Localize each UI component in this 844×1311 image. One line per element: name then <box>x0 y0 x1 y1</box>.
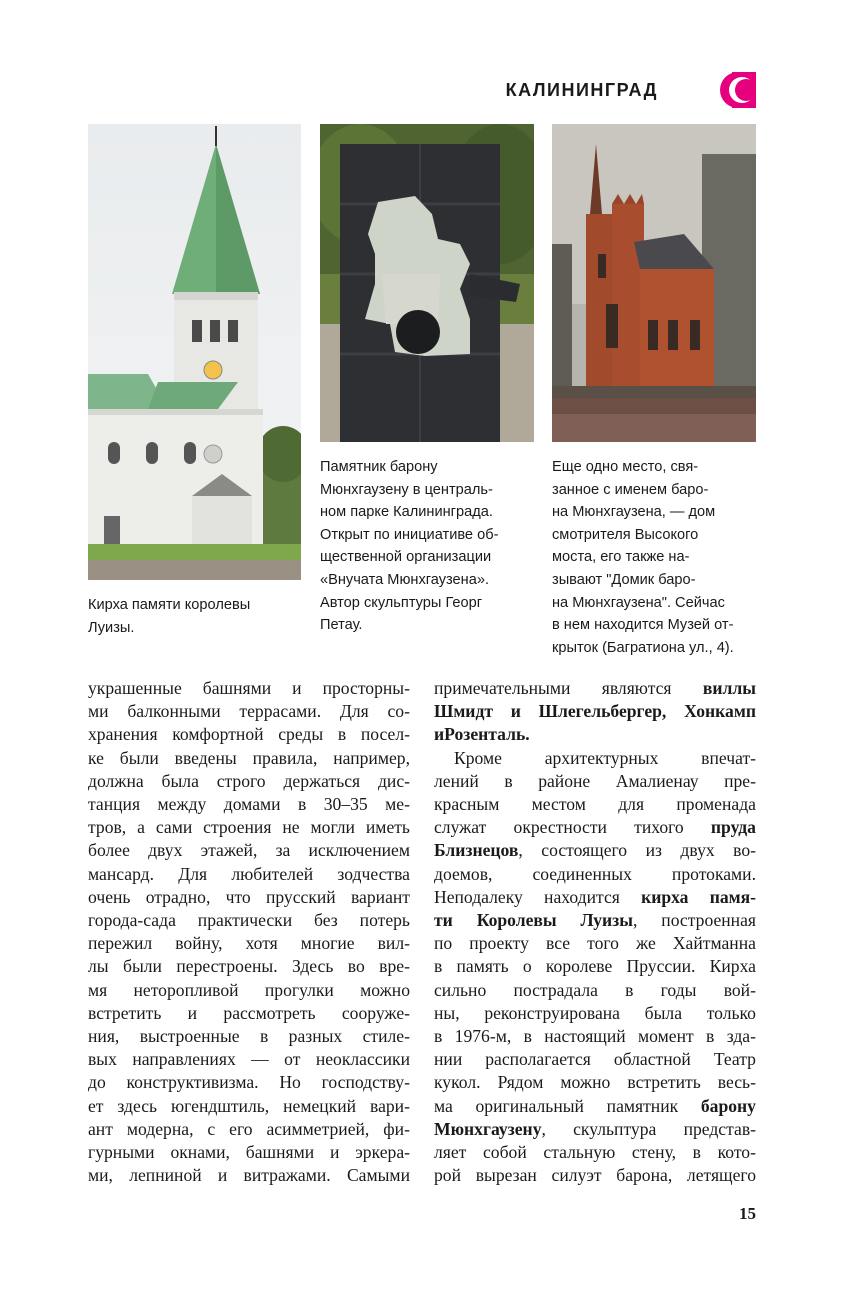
word: в <box>434 956 443 977</box>
word: просторны- <box>322 678 410 698</box>
word: Хонкамп <box>684 701 756 722</box>
caption-line: «Внучата Мюнхгаузена». <box>320 571 489 588</box>
word: рой <box>434 1165 462 1186</box>
caption-line: на Мюнхгаузена". Сейчас <box>552 594 725 611</box>
word: красным <box>434 794 500 815</box>
word: и <box>510 701 521 722</box>
word: памя- <box>709 886 756 907</box>
word: встретить <box>88 1002 162 1023</box>
word: комфортной <box>172 724 264 745</box>
text-line <box>88 1071 410 1094</box>
text-line <box>88 1025 410 1048</box>
word: во- <box>733 840 756 861</box>
text-line <box>434 700 756 723</box>
word: ант <box>88 1118 113 1139</box>
text-line <box>88 1048 410 1071</box>
word: многие <box>300 933 355 954</box>
text-line <box>88 1141 410 1164</box>
word: Мюнхгаузену <box>434 1118 542 1139</box>
word: летящего <box>686 1165 756 1186</box>
word: доемов, <box>434 863 493 884</box>
word: хотя <box>245 933 278 954</box>
word: барону <box>700 1095 756 1116</box>
word: тров, <box>88 817 127 838</box>
word: в <box>625 979 634 1000</box>
photo-bridge-keeper-house <box>552 124 756 442</box>
word: соединенных <box>532 863 632 884</box>
section-title: КАЛИНИНГРАД <box>505 80 658 100</box>
word: Неподалеку <box>434 886 523 907</box>
word: стену, <box>631 1142 677 1163</box>
word: практически <box>197 910 293 931</box>
caption-line: Луизы. <box>88 619 135 636</box>
caption-house <box>552 456 734 659</box>
word: в <box>706 1026 715 1047</box>
word: югендштиль, <box>171 1095 270 1116</box>
text-line <box>88 955 410 978</box>
text-line <box>434 886 756 909</box>
photo-munchausen-monument <box>320 124 534 442</box>
word: собой <box>483 1142 527 1163</box>
word: была <box>161 770 199 791</box>
word: о <box>522 956 532 977</box>
word: асимметрией, <box>266 1118 370 1139</box>
word: располагается <box>485 1049 591 1070</box>
word: домами <box>223 794 281 815</box>
body-text-left-column <box>88 677 410 1187</box>
word: и <box>434 724 445 745</box>
page-number: 15 <box>739 1204 756 1223</box>
word: вари- <box>370 1095 410 1116</box>
word: города-сада <box>88 910 176 931</box>
word: террасами. <box>239 701 322 722</box>
word: областной <box>613 1049 691 1070</box>
word: мансард. <box>88 863 154 884</box>
word: сами <box>155 817 193 838</box>
word: мя <box>88 979 108 1000</box>
caption-line: Открыт по инициативе об- <box>320 526 499 543</box>
word: Луизы, <box>580 910 638 931</box>
word: ма <box>434 1095 453 1116</box>
text-line <box>434 839 756 862</box>
caption-line: крыток (Багратиона ул., 4). <box>552 639 734 656</box>
word: строго <box>216 770 266 791</box>
word: окнами, <box>170 1142 230 1163</box>
word: иметь <box>365 817 410 838</box>
word: 30–35 <box>323 794 368 815</box>
word: держаться <box>283 770 361 791</box>
word: лений <box>434 770 479 791</box>
word: прусский <box>265 886 336 907</box>
word: неоклассики <box>315 1049 410 1070</box>
word: очень <box>88 886 131 907</box>
text-line <box>434 932 756 955</box>
word: перестроены. <box>176 956 278 977</box>
word: только <box>706 1002 756 1023</box>
word: вре- <box>379 956 410 977</box>
word: служат <box>434 817 487 838</box>
word: в <box>434 1026 443 1047</box>
word: районе <box>538 770 591 791</box>
word: находится <box>544 886 620 907</box>
word: конструктивизма. <box>126 1072 259 1093</box>
word: введены <box>174 747 237 768</box>
word: а <box>137 817 145 838</box>
word: и <box>187 1002 198 1023</box>
word: виллы <box>702 678 756 698</box>
word: хранения <box>88 724 158 745</box>
word: скульптура <box>573 1118 657 1139</box>
word: можно <box>360 979 410 1000</box>
word: сооруже- <box>341 1002 410 1023</box>
word: Королевы <box>476 910 557 931</box>
word: что <box>225 886 251 907</box>
word: вырезан <box>475 1165 537 1186</box>
word: двух <box>148 840 183 861</box>
text-line <box>434 1048 756 1071</box>
word: Здесь <box>291 956 334 977</box>
word: окрестности <box>513 817 607 838</box>
word: балконными <box>127 701 221 722</box>
word: Мюнхгаузену, <box>434 1118 546 1139</box>
text-line <box>88 816 410 839</box>
text-line <box>434 677 756 700</box>
word: стиле- <box>362 1026 410 1047</box>
text-line <box>88 723 410 746</box>
text-line <box>434 816 756 839</box>
word: оригинальный <box>475 1095 584 1116</box>
caption-line: смотрителя Высокого <box>552 526 699 543</box>
word: более <box>88 840 130 861</box>
word: настоящий <box>544 1026 626 1047</box>
word: должна <box>88 770 144 791</box>
caption-monument <box>320 456 498 637</box>
word: двух <box>680 840 715 861</box>
text-line <box>434 955 756 978</box>
text-line <box>434 979 756 1002</box>
word: ляет <box>434 1142 467 1163</box>
word: лепниной <box>129 1165 202 1186</box>
word: танция <box>88 794 141 815</box>
text-line <box>434 909 756 932</box>
text-line <box>88 1095 410 1118</box>
word: годы <box>660 979 697 1000</box>
word: витражами. <box>243 1165 331 1186</box>
text-line <box>88 979 410 1002</box>
text-line <box>434 863 756 886</box>
text-line <box>434 747 756 770</box>
word: можно <box>560 1072 611 1093</box>
word: променада <box>676 794 756 815</box>
word: ми <box>88 701 109 722</box>
text-line <box>88 793 410 816</box>
word: ния, <box>88 1026 120 1047</box>
word: реконструирована <box>484 1002 620 1023</box>
word: того <box>587 933 619 954</box>
text-line <box>88 932 410 955</box>
word: для <box>618 794 645 815</box>
word: например, <box>333 747 410 768</box>
word: здесь <box>117 1095 158 1116</box>
word: между <box>157 794 207 815</box>
text-line <box>88 770 410 793</box>
word: среды <box>278 724 324 745</box>
word: башнями <box>202 678 272 698</box>
word: же <box>636 933 656 954</box>
caption-line: Петау. <box>320 617 363 634</box>
word: Шлегельбергер, <box>538 701 667 722</box>
word: ет <box>88 1095 104 1116</box>
text-line <box>434 1071 756 1094</box>
word: гурными <box>88 1142 155 1163</box>
word: момент <box>638 1026 694 1047</box>
word: все <box>545 933 571 954</box>
word: Пруссии. <box>626 956 696 977</box>
word: Самыми <box>346 1165 410 1186</box>
word: пре- <box>724 770 756 791</box>
word: и <box>292 678 302 698</box>
word: с <box>207 1118 216 1139</box>
word: в <box>297 794 307 815</box>
word: башнями <box>245 1142 315 1163</box>
word: ны, <box>434 1002 460 1023</box>
word: состоящего <box>541 840 628 861</box>
word: построенная <box>661 910 756 931</box>
word: фи- <box>383 1118 410 1139</box>
word: без <box>314 910 338 931</box>
section-logo-icon <box>718 72 756 108</box>
caption-line: Мюнхгаузену в централь- <box>320 481 493 498</box>
word: могли <box>310 817 355 838</box>
word: Розенталь. <box>444 724 530 745</box>
word: со- <box>387 701 410 722</box>
word: Кирха <box>709 956 756 977</box>
word: были <box>123 956 162 977</box>
word: в <box>337 724 347 745</box>
word: протоками. <box>671 863 756 884</box>
word: в <box>692 1142 701 1163</box>
word: пострадала <box>513 979 598 1000</box>
word: проекту <box>469 933 529 954</box>
word: весь- <box>717 1072 756 1093</box>
text-line <box>88 700 410 723</box>
word: Близнецов, <box>434 840 523 861</box>
word: Для <box>178 863 208 884</box>
word: от <box>284 1049 301 1070</box>
text-line <box>434 793 756 816</box>
word: выстроенные <box>139 1026 240 1047</box>
text-line <box>434 723 756 746</box>
word: являются <box>601 678 672 698</box>
word: ме- <box>385 794 410 815</box>
word: Театр <box>713 1049 756 1070</box>
word: немецкий <box>283 1095 357 1116</box>
word: в <box>504 770 513 791</box>
word: памятник <box>606 1095 679 1116</box>
text-line <box>88 747 410 770</box>
caption-line: Автор скульптуры Георг <box>320 594 483 611</box>
word: вых <box>88 1049 117 1070</box>
text-line <box>434 1002 756 1025</box>
word: в <box>523 1026 532 1047</box>
word: из <box>645 840 662 861</box>
word: Амалиенау <box>615 770 699 791</box>
word: кукол. <box>434 1072 481 1093</box>
word: и <box>330 1142 340 1163</box>
caption-line: Кирха памяти королевы <box>88 597 251 613</box>
word: королеве <box>545 956 613 977</box>
word: за <box>275 840 291 861</box>
text-line <box>88 839 410 862</box>
word: впечат- <box>701 747 756 768</box>
word: любителей <box>231 863 314 884</box>
text-line <box>434 1164 756 1187</box>
word: исключением <box>308 840 410 861</box>
word: барона, <box>616 1165 673 1186</box>
photo-church-queen-louise <box>88 124 301 580</box>
word: пережил <box>88 933 153 954</box>
text-line <box>88 677 410 700</box>
text-line <box>88 1118 410 1141</box>
word: потерь <box>359 910 410 931</box>
word: были <box>119 747 159 768</box>
text-line <box>88 863 410 886</box>
word: дис- <box>377 770 410 791</box>
text-line <box>88 909 410 932</box>
word: неторопливой <box>133 979 239 1000</box>
word: память <box>456 956 509 977</box>
word: силуэт <box>551 1165 602 1186</box>
word: не <box>282 817 300 838</box>
word: — <box>251 1049 269 1070</box>
word: и <box>217 1165 228 1186</box>
word: стальную <box>543 1142 616 1163</box>
word: зда- <box>726 1026 756 1047</box>
word: отрадно, <box>145 886 211 907</box>
word: сильно <box>434 979 487 1000</box>
word: его <box>229 1118 253 1139</box>
caption-line: Еще одно место, свя- <box>552 459 699 475</box>
word: Для <box>339 701 369 722</box>
word: ке <box>88 747 104 768</box>
text-line <box>88 1002 410 1025</box>
text-line <box>434 1025 756 1048</box>
word: по <box>434 933 453 954</box>
word: вариант <box>350 886 410 907</box>
word: рассмотреть <box>223 1002 316 1023</box>
word: правила, <box>252 747 318 768</box>
word: вой- <box>723 979 756 1000</box>
word: Близнецов <box>434 840 519 861</box>
word: нии <box>434 1049 463 1070</box>
word: ми, <box>88 1165 113 1186</box>
word: Кроме <box>454 747 502 768</box>
word: направлениях <box>132 1049 236 1070</box>
word: этажей, <box>200 840 258 861</box>
word: посел- <box>360 724 410 745</box>
word: прогулки <box>264 979 334 1000</box>
text-line <box>88 1164 410 1187</box>
word: ти <box>434 910 453 931</box>
word: Луизы <box>580 910 633 931</box>
word: войну, <box>175 933 223 954</box>
word: украшенные <box>88 678 182 698</box>
word: разных <box>288 1026 343 1047</box>
word: встретить <box>627 1072 701 1093</box>
word: Хайтманна <box>672 933 756 954</box>
caption-line: на Мюнхгаузена, — дом <box>552 504 716 521</box>
word: архитектурных <box>544 747 659 768</box>
word: строения <box>203 817 272 838</box>
text-line <box>88 886 410 909</box>
text-line <box>434 770 756 793</box>
word: модерна, <box>126 1118 194 1139</box>
word: 1976-м, <box>454 1026 512 1047</box>
word: примечательными <box>434 678 571 698</box>
caption-line: моста, его также на- <box>552 549 690 566</box>
word: лы <box>88 956 109 977</box>
word: тихого <box>634 817 684 838</box>
word: кото- <box>717 1142 756 1163</box>
word: была <box>644 1002 683 1023</box>
word: Шмидт <box>434 701 493 722</box>
caption-line: Памятник барону <box>320 459 438 475</box>
word: зодчества <box>337 863 410 884</box>
text-line <box>434 1095 756 1118</box>
word: Но <box>279 1072 301 1093</box>
word: местом <box>531 794 586 815</box>
text-line <box>434 1141 756 1164</box>
caption-line: ном парке Калининграда. <box>320 504 493 521</box>
body-text-right-column <box>434 677 756 1187</box>
word: во <box>347 956 365 977</box>
word: в <box>259 1026 269 1047</box>
word: кирха <box>641 886 689 907</box>
caption-line: щественной организации <box>320 549 492 566</box>
caption-line: в нем находится Музей от- <box>552 617 734 634</box>
text-line <box>434 1118 756 1141</box>
word: эркера- <box>355 1142 410 1163</box>
word: до <box>88 1072 106 1093</box>
caption-line: зывают "Домик баро- <box>552 571 696 588</box>
word: господству- <box>321 1072 410 1093</box>
word: пруда <box>710 817 756 838</box>
caption-church <box>88 594 250 639</box>
word: вил- <box>377 933 410 954</box>
word: представ- <box>683 1118 756 1139</box>
word: Рядом <box>497 1072 544 1093</box>
caption-line: занное с именем баро- <box>552 481 709 498</box>
